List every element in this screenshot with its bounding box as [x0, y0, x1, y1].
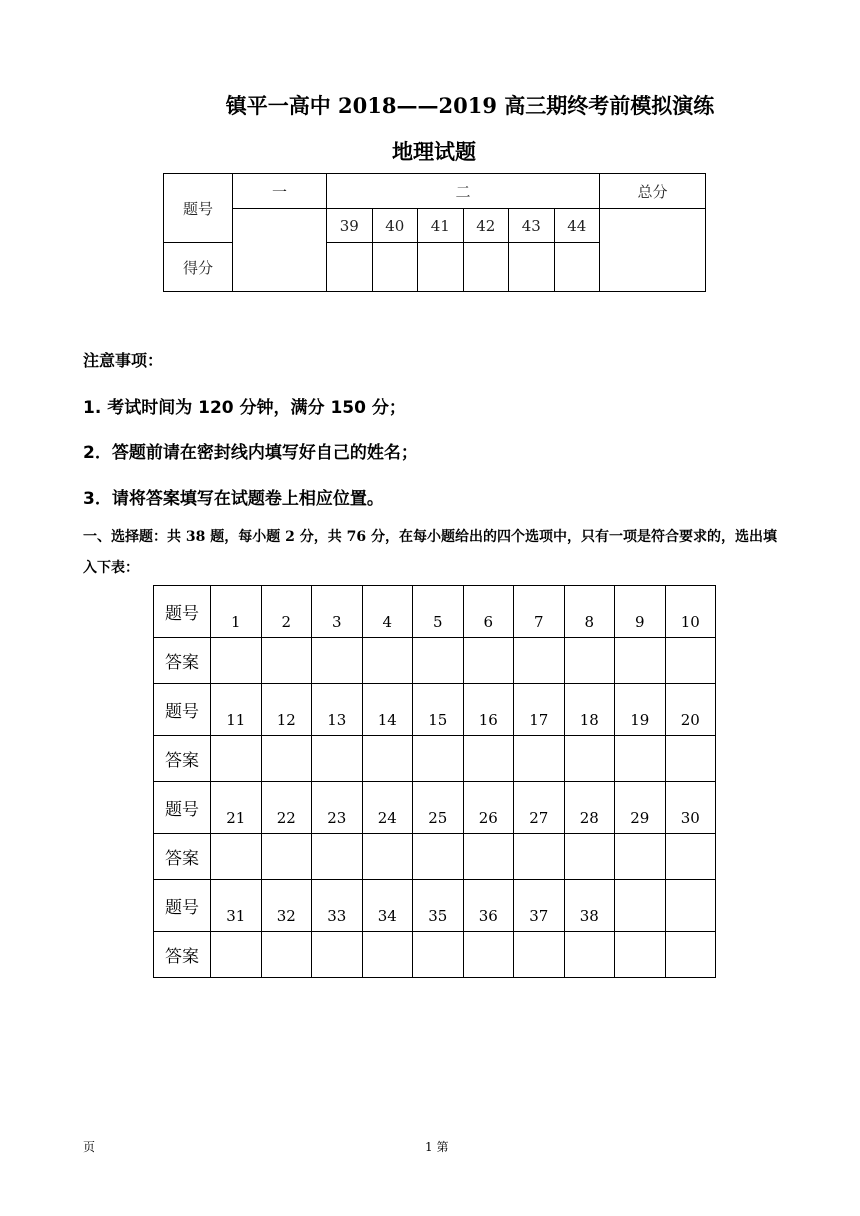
answer-cell[interactable]: [665, 932, 716, 978]
question-number-cell: 38: [564, 880, 615, 932]
question-number-cell: 5: [413, 586, 464, 638]
score-part1-header: 一: [233, 174, 327, 209]
question-number-cell: 14: [362, 684, 413, 736]
footer-page-label: 页: [83, 1140, 96, 1154]
score-question-44: 44: [554, 209, 600, 243]
question-number-cell: 1: [211, 586, 262, 638]
row-label-answer: 答案: [154, 932, 211, 978]
question-number-cell: 4: [362, 586, 413, 638]
question-number-cell: 35: [413, 880, 464, 932]
question-number-cell: [665, 880, 716, 932]
question-number-cell: 23: [312, 782, 363, 834]
row-label-answer: 答案: [154, 736, 211, 782]
score-cell-42[interactable]: [463, 243, 509, 292]
question-number-cell: 37: [514, 880, 565, 932]
question-number-cell: 2: [261, 586, 312, 638]
question-number-cell: 11: [211, 684, 262, 736]
answer-cell[interactable]: [211, 638, 262, 684]
score-question-41: 41: [418, 209, 464, 243]
answer-cell[interactable]: [463, 638, 514, 684]
score-cell-44[interactable]: [554, 243, 600, 292]
answer-cell[interactable]: [463, 834, 514, 880]
answer-cell[interactable]: [413, 736, 464, 782]
row-label-number: 题号: [154, 684, 211, 736]
question-number-cell: 29: [615, 782, 666, 834]
score-label-score: 得分: [164, 243, 233, 292]
answer-cell[interactable]: [665, 834, 716, 880]
answer-row: [154, 736, 716, 782]
answer-cell[interactable]: [514, 932, 565, 978]
answer-cell[interactable]: [564, 932, 615, 978]
score-cell-39[interactable]: [327, 243, 373, 292]
answer-cell[interactable]: [362, 638, 413, 684]
answer-cell[interactable]: [211, 736, 262, 782]
answer-row: [154, 834, 716, 880]
question-number-cell: 10: [665, 586, 716, 638]
question-number-cell: 8: [564, 586, 615, 638]
answer-cell[interactable]: [211, 932, 262, 978]
score-label-number: 题号: [164, 174, 233, 243]
answer-number-row: [154, 880, 716, 932]
question-number-cell: [615, 880, 666, 932]
answer-cell[interactable]: [362, 834, 413, 880]
score-total-cell[interactable]: [600, 209, 706, 292]
answer-cell[interactable]: [413, 932, 464, 978]
question-number-cell: 28: [564, 782, 615, 834]
question-number-cell: 15: [413, 684, 464, 736]
answer-cell[interactable]: [564, 834, 615, 880]
answer-cell[interactable]: [261, 736, 312, 782]
answer-cell[interactable]: [615, 932, 666, 978]
answer-cell[interactable]: [261, 834, 312, 880]
question-number-cell: 16: [463, 684, 514, 736]
answer-cell[interactable]: [312, 932, 363, 978]
answer-cell[interactable]: [615, 736, 666, 782]
row-label-number: 题号: [154, 586, 211, 638]
question-number-cell: 32: [261, 880, 312, 932]
answer-row: [154, 932, 716, 978]
answer-cell[interactable]: [615, 638, 666, 684]
answer-cell[interactable]: [463, 736, 514, 782]
question-number-cell: 22: [261, 782, 312, 834]
question-number-cell: 25: [413, 782, 464, 834]
answer-cell[interactable]: [564, 638, 615, 684]
row-label-answer: 答案: [154, 638, 211, 684]
question-number-cell: 7: [514, 586, 565, 638]
score-part1-cell[interactable]: [233, 209, 327, 292]
question-number-cell: 34: [362, 880, 413, 932]
score-total-header: 总分: [600, 174, 706, 209]
question-number-cell: 20: [665, 684, 716, 736]
question-number-cell: 33: [312, 880, 363, 932]
score-question-40: 40: [372, 209, 418, 243]
score-table: [163, 173, 706, 292]
answer-cell[interactable]: [514, 638, 565, 684]
answer-cell[interactable]: [463, 932, 514, 978]
answer-cell[interactable]: [312, 736, 363, 782]
score-cell-43[interactable]: [509, 243, 555, 292]
question-number-cell: 9: [615, 586, 666, 638]
answer-cell[interactable]: [514, 736, 565, 782]
question-number-cell: 12: [261, 684, 312, 736]
question-number-cell: 30: [665, 782, 716, 834]
question-number-cell: 18: [564, 684, 615, 736]
question-number-cell: 13: [312, 684, 363, 736]
notes-heading: 注意事项：: [83, 351, 164, 370]
score-part2-header: 二: [327, 174, 600, 209]
question-number-cell: 19: [615, 684, 666, 736]
question-number-cell: 17: [514, 684, 565, 736]
answer-cell[interactable]: [312, 834, 363, 880]
question-number-cell: 31: [211, 880, 262, 932]
answer-number-row: [154, 684, 716, 736]
score-question-43: 43: [509, 209, 555, 243]
answer-table: [153, 585, 716, 978]
note-item: 3．请将答案填写在试题卷上相应位置。: [83, 489, 384, 509]
question-number-cell: 21: [211, 782, 262, 834]
answer-cell[interactable]: [413, 638, 464, 684]
answer-number-row: [154, 586, 716, 638]
score-question-39: 39: [327, 209, 373, 243]
answer-cell[interactable]: [564, 736, 615, 782]
answer-row: [154, 638, 716, 684]
answer-cell[interactable]: [413, 834, 464, 880]
question-number-cell: 27: [514, 782, 565, 834]
answer-cell[interactable]: [261, 638, 312, 684]
note-item: 2．答题前请在密封线内填写好自己的姓名；: [83, 443, 418, 463]
note-item: 1. 考试时间为 120 分钟，满分 150 分；: [83, 398, 406, 418]
answer-cell[interactable]: [615, 834, 666, 880]
row-label-number: 题号: [154, 782, 211, 834]
section-instructions: 一、选择题：共 38 题，每小题 2 分，共 76 分，在每小题给出的四个选项中，只有一项是符合要求的，选出填入下表：: [83, 529, 777, 576]
score-question-42: 42: [463, 209, 509, 243]
question-number-cell: 26: [463, 782, 514, 834]
answer-cell[interactable]: [261, 932, 312, 978]
answer-cell[interactable]: [514, 834, 565, 880]
answer-cell[interactable]: [312, 638, 363, 684]
row-label-answer: 答案: [154, 834, 211, 880]
answer-cell[interactable]: [665, 736, 716, 782]
answer-number-row: [154, 782, 716, 834]
answer-cell[interactable]: [362, 736, 413, 782]
exam-subtitle: 地理试题: [392, 139, 476, 164]
score-cell-40[interactable]: [372, 243, 418, 292]
row-label-number: 题号: [154, 880, 211, 932]
answer-cell[interactable]: [211, 834, 262, 880]
exam-title: 镇平一高中 2018——2019 高三期终考前模拟演练: [225, 93, 715, 118]
answer-cell[interactable]: [362, 932, 413, 978]
question-number-cell: 24: [362, 782, 413, 834]
answer-cell[interactable]: [665, 638, 716, 684]
footer-page-number: 1 第: [425, 1140, 449, 1154]
question-number-cell: 6: [463, 586, 514, 638]
score-cell-41[interactable]: [418, 243, 464, 292]
question-number-cell: 3: [312, 586, 363, 638]
question-number-cell: 36: [463, 880, 514, 932]
